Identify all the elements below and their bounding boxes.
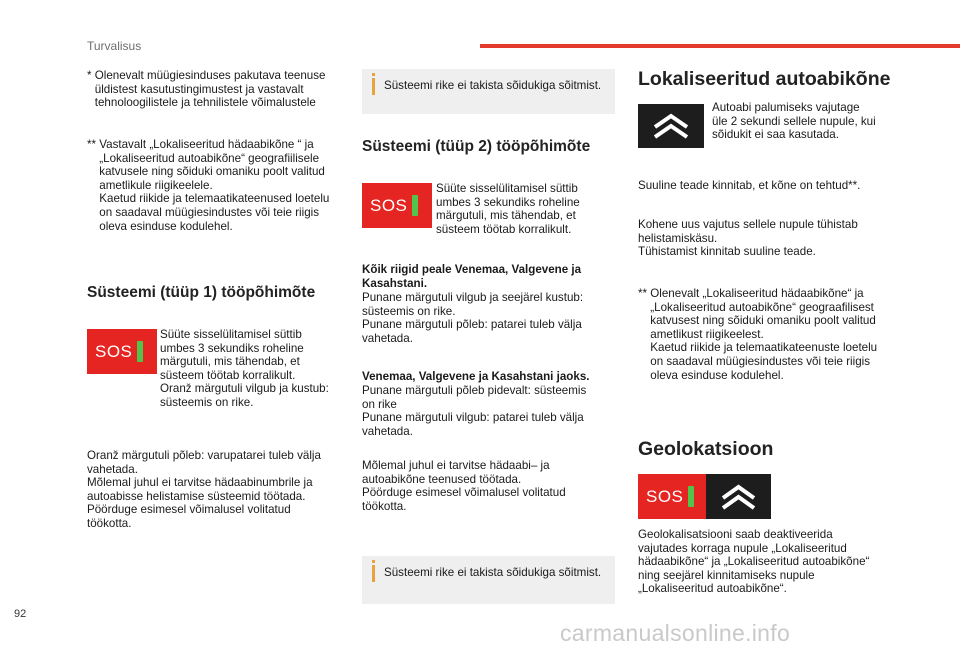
assist-heading: Lokaliseeritud autoabikõne: [638, 68, 891, 90]
green-led-indicator: [137, 341, 143, 362]
footnote-star-marker: *: [87, 69, 92, 82]
header-accent-bar: [480, 44, 960, 48]
watermark: carmanualsonline.info: [560, 620, 791, 646]
chevron-up-double-icon: [706, 474, 771, 519]
block2-heading: Venemaa, Valgevene ja Kasahstani jaoks.: [362, 370, 590, 383]
block1-body: Punane märgutuli vilgub ja seejärel kustub: süsteemis on rike. Punane märgutuli põleb: patarei tuleb välja vahetada.: [362, 291, 584, 345]
footnote-star-text: Olenevalt müügiesinduses pakutava teenuse üldistest kasutustingimustest ja vastavalt tehnoloogilistele ja tehnilistele võimalustele: [94, 69, 326, 110]
info-note-top-text: Süsteemi rike ei takista sõidukiga sõitmist.: [384, 79, 602, 92]
block2-body: Punane märgutuli põleb pidevalt: süsteemis on rike Punane märgutuli vilgub: patarei tuleb välja vahetada.: [362, 384, 587, 438]
assistance-chevron-icon: [638, 104, 704, 148]
footnote-text: Olenevalt „Lokaliseeritud hädaabikõne“ ja „Lokaliseeritud autoabikõne“ geograafilisest katvusest ning sõiduki omaniku poolt valitud ametlikust riigikeelest. Kaetud riikide ja telemaatikateenuste loetelu on saadaval müügiesindustes või teie riigis oleva esinduse kodulehel.: [650, 287, 878, 382]
type2-description: Süüte sisselülitamisel süttib umbes 3 sekundiks roheline märgutuli, mis tähendab, et süsteem töötab korralikult.: [436, 182, 580, 236]
page-number: 92: [14, 608, 27, 620]
sos-label: SOS: [370, 195, 408, 215]
footnote-double-star-marker: **: [87, 138, 97, 151]
assist-description: Autoabi palumiseks vajutage üle 2 sekundi sellele nupule, kui sõidukit ei saa kasutada.: [712, 101, 876, 142]
sos-button-icon: [87, 329, 157, 374]
type1-extra-info: Oranž märgutuli põleb: varupatarei tuleb välja vahetada. Mõlemal juhul ei tarvitse hädaabinumbrile ja autoabisse helistamise süsteemid töötada. Pöörduge esimesel võimalusel volitatud töökotta.: [87, 449, 321, 530]
geolocation-description: Geolokalisatsiooni saab deaktiveerida vajutades korraga nupule „Lokaliseeritud hädaabikõne“ ja „Lokaliseeritud autoabikõne“ ning seejärel kinnitamiseks nupule „Lokaliseeritud autoabikõne“.: [638, 528, 870, 596]
info-icon: [372, 565, 375, 582]
section-title: Turvalisus: [87, 39, 142, 53]
type1-description: Süüte sisselülitamisel süttib umbes 3 sekundiks roheline märgutuli, mis tähendab, et süsteem töötab korralikult. Oranž märgutuli vilgub ja kustub: süsteemis on rike.: [160, 328, 329, 409]
footnote-double-star-col3: [638, 287, 903, 382]
chevron-up-double-icon: [638, 104, 704, 148]
both-cases-info: Mõlemal juhul ei tarvitse hädaabi– ja autoabikõne teenused töötada. Pöörduge esimesel võimalusel volitatud töökotta.: [362, 459, 566, 513]
type1-heading: Süsteemi (tüüp 1) tööpõhimõte: [87, 284, 316, 301]
geolocation-heading: Geolokatsioon: [638, 438, 774, 460]
sos-label: SOS: [95, 341, 133, 361]
assistance-chevron-icon: [706, 474, 771, 519]
sos-button-icon: [362, 183, 432, 228]
footnote-marker: **: [638, 287, 648, 300]
info-note-bottom-text: Süsteemi rike ei takista sõidukiga sõitmist.: [384, 566, 602, 579]
footnote-double-star: [87, 138, 352, 233]
cancel-call-info: Kohene uus vajutus sellele nupule tühistab helistamiskäsu. Tühistamist kinnitab suuline teade.: [638, 218, 858, 259]
footnote-star: [87, 69, 352, 110]
green-led-indicator: [688, 486, 694, 507]
type2-heading: Süsteemi (tüüp 2) tööpõhimõte: [362, 138, 591, 155]
voice-message-info: Suuline teade kinnitab, et kõne on tehtud**.: [638, 179, 861, 192]
info-note-top: [362, 69, 615, 114]
footnote-double-star-text: Vastavalt „Lokaliseeritud hädaabikõne “ ja „Lokaliseeritud autoabikõne“ geografiilisele katvusele ning sõiduki omaniku poolt valitud ametlikule riigikeelele. Kaetud riikide ja telemaatikateenused loetelu on saadaval müügiesindustes või teie riigis oleva esinduse kodulehel.: [99, 138, 330, 233]
sos-button-icon: [638, 474, 706, 519]
block1-heading: Kõik riigid peale Venemaa, Valgevene ja Kasahstani.: [362, 263, 582, 290]
info-note-bottom: [362, 556, 615, 604]
info-icon: [372, 78, 375, 95]
green-led-indicator: [412, 195, 418, 216]
sos-label: SOS: [646, 486, 684, 506]
